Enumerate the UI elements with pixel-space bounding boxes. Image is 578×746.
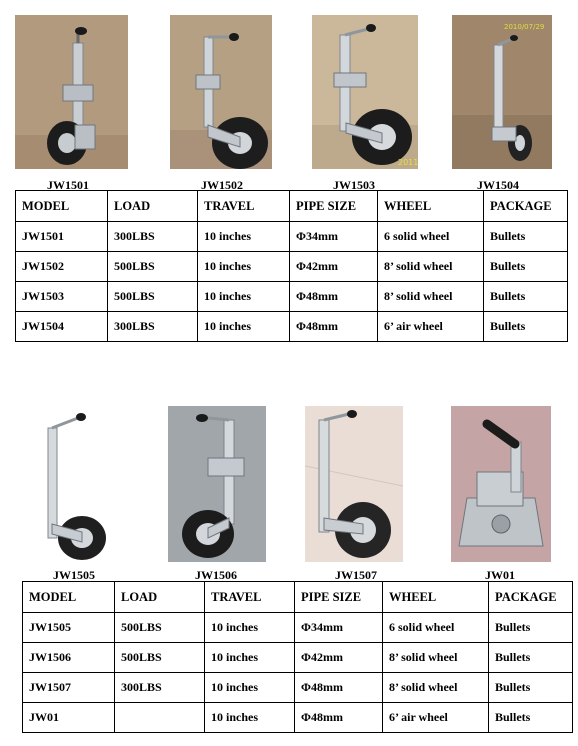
svg-text:2010/07/29: 2010/07/29 [504,23,545,31]
col-wheel: WHEEL [383,582,489,613]
cell-load: 500LBS [115,613,205,643]
col-wheel: WHEEL [378,191,484,222]
cell-package: Bullets [489,673,573,703]
cell-travel: 10 inches [205,673,295,703]
cell-travel: 10 inches [198,312,290,342]
cell-travel: 10 inches [198,252,290,282]
col-model: MODEL [16,191,108,222]
cell-travel: 10 inches [205,613,295,643]
col-load: LOAD [108,191,198,222]
svg-text:2011: 2011 [398,158,418,167]
cell-wheel: 8’ solid wheel [378,252,484,282]
cell-model: JW1505 [23,613,115,643]
col-load: LOAD [115,582,205,613]
jw01-caption: JW01 [485,568,515,582]
table-row [16,222,568,252]
col-package: PACKAGE [484,191,568,222]
jw1506-photo [168,406,266,562]
cell-load: 300LBS [108,222,198,252]
cell-wheel: 6’ air wheel [378,312,484,342]
jw1503-photo [312,15,418,169]
cell-model: JW01 [23,703,115,733]
jw1507-caption: JW1507 [335,568,377,582]
jw1501-photo [15,15,128,169]
cell-load: 300LBS [108,312,198,342]
cell-wheel: 6 solid wheel [383,613,489,643]
cell-model: JW1507 [23,673,115,703]
table-row [23,703,573,733]
cell-pipe-size: Φ34mm [290,222,378,252]
table-row [16,252,568,282]
jw1502-photo [170,15,272,169]
spec-table-2 [22,581,573,733]
jw1504-caption: JW1504 [477,178,519,192]
cell-load [115,703,205,733]
spec-table-2-header [23,582,573,613]
jw1505-photo [30,406,114,562]
jw1506-caption: JW1506 [195,568,237,582]
cell-pipe-size: Φ48mm [290,312,378,342]
spec-table-1 [15,190,568,342]
cell-pipe-size: Φ48mm [295,703,383,733]
cell-load: 500LBS [108,282,198,312]
col-pipe-size: PIPE SIZE [295,582,383,613]
col-travel: TRAVEL [198,191,290,222]
cell-load: 500LBS [115,643,205,673]
cell-pipe-size: Φ48mm [290,282,378,312]
col-pipe-size: PIPE SIZE [290,191,378,222]
cell-load: 300LBS [115,673,205,703]
cell-pipe-size: Φ42mm [290,252,378,282]
cell-package: Bullets [484,312,568,342]
cell-travel: 10 inches [205,643,295,673]
cell-model: JW1503 [16,282,108,312]
cell-model: JW1501 [16,222,108,252]
cell-model: JW1502 [16,252,108,282]
cell-model: JW1506 [23,643,115,673]
cell-package: Bullets [484,252,568,282]
table-row [16,282,568,312]
cell-wheel: 8’ solid wheel [383,673,489,703]
jw1505-caption: JW1505 [53,568,95,582]
jw1503-caption: JW1503 [333,178,375,192]
cell-load: 500LBS [108,252,198,282]
jw01-photo [451,406,551,562]
cell-pipe-size: Φ42mm [295,643,383,673]
cell-package: Bullets [484,222,568,252]
table-row [23,673,573,703]
jw1502-caption: JW1502 [201,178,243,192]
table-row [23,643,573,673]
jw1501-caption: JW1501 [47,178,89,192]
spec-table-1-header [16,191,568,222]
cell-pipe-size: Φ48mm [295,673,383,703]
cell-wheel: 6 solid wheel [378,222,484,252]
cell-package: Bullets [489,703,573,733]
cell-package: Bullets [484,282,568,312]
col-travel: TRAVEL [205,582,295,613]
cell-travel: 10 inches [198,222,290,252]
cell-model: JW1504 [16,312,108,342]
cell-travel: 10 inches [198,282,290,312]
cell-package: Bullets [489,613,573,643]
col-package: PACKAGE [489,582,573,613]
cell-package: Bullets [489,643,573,673]
jw1504-photo [452,15,552,169]
cell-pipe-size: Φ34mm [295,613,383,643]
cell-wheel: 8’ solid wheel [383,643,489,673]
col-model: MODEL [23,582,115,613]
cell-wheel: 8’ solid wheel [378,282,484,312]
cell-wheel: 6’ air wheel [383,703,489,733]
table-row [23,613,573,643]
cell-travel: 10 inches [205,703,295,733]
jw1507-photo [305,406,403,562]
table-row [16,312,568,342]
